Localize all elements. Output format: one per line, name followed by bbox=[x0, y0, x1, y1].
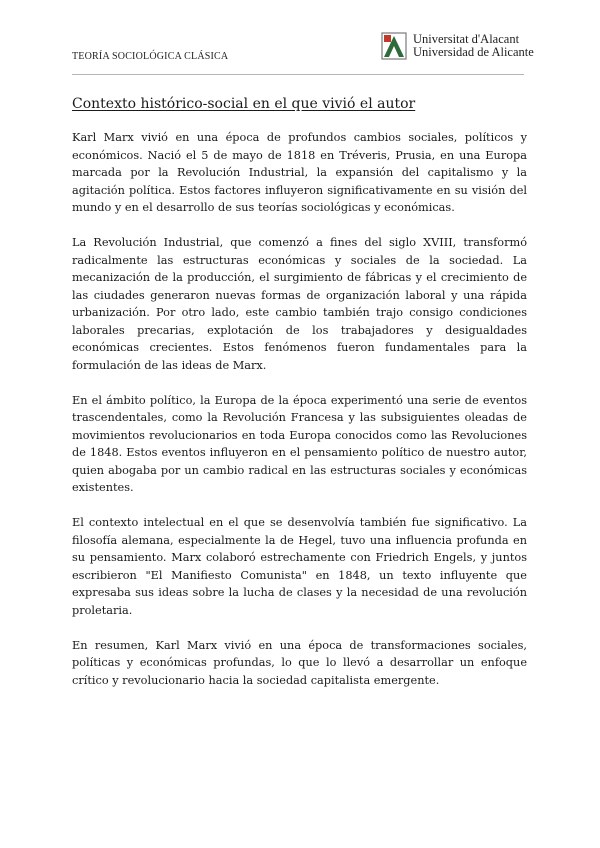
university-emblem-icon bbox=[381, 32, 407, 60]
university-logo bbox=[381, 30, 534, 62]
paragraph: Karl Marx vivió en una época de profundos cambios sociales, políticos y económicos. Nació el 5 de mayo de 1818 en Tréveris, Prusia, en una Europa marcada por la Revolución Industrial, la expansión del capitalismo y la agitación política. Estos factores influyeron significativamente en su visión del mundo y en el desarrollo de sus teorías sociológicas y económicas. bbox=[72, 131, 527, 214]
document-body bbox=[72, 129, 527, 707]
course-title: TEORÍA SOCIOLÓGICA CLÁSICA bbox=[72, 51, 229, 62]
university-name bbox=[413, 33, 534, 59]
header-divider bbox=[72, 74, 524, 75]
paragraph: El contexto intelectual en el que se desenvolvía también fue significativo. La filosofía alemana, especialmente la de Hegel, tuvo una influencia profunda en su pensamiento. Marx colaboró estrechamente con Friedrich Engels, y juntos escribieron "El Manifiesto Comunista" en 1848, un texto influyente que expresaba sus ideas sobre la lucha de clases y la necesidad de una revolución proletaria. bbox=[72, 516, 527, 617]
university-name-valencian: Universitat d'Alacant bbox=[413, 32, 520, 46]
paragraph: La Revolución Industrial, que comenzó a fines del siglo XVIII, transformó radicalmente las estructuras económicas y sociales de la sociedad. La mecanización de la producción, el surgimiento de fábricas y el crecimiento de las ciudades generaron nuevas formas de organización laboral y una rápida urbanización. Por otro lado, este cambio también trajo consigo condiciones laborales precarias, explotación de los trabajadores y desigualdades económicas crecientes. Estos fenómenos fueron fundamentales para la formulación de las ideas de Marx. bbox=[72, 236, 527, 372]
paragraph: En resumen, Karl Marx vivió en una época de transformaciones sociales, políticas y económicas profundas, lo que lo llevó a desarrollar un enfoque crítico y revolucionario hacia la sociedad capitalista emergente. bbox=[72, 638, 527, 687]
paragraph: En el ámbito político, la Europa de la época experimentó una serie de eventos trascendentales, como la Revolución Francesa y las subsiguientes oleadas de movimientos revolucionarios en toda Europa conocidos como las Revoluciones de 1848. Estos eventos influyeron en el pensamiento político de nuestro autor, quien abogaba por un cambio radical en las estructuras sociales y económicas existentes. bbox=[72, 393, 527, 494]
section-heading: Contexto histórico-social en el que vivió el autor bbox=[72, 96, 416, 112]
university-name-spanish: Universidad de Alicante bbox=[413, 45, 534, 59]
